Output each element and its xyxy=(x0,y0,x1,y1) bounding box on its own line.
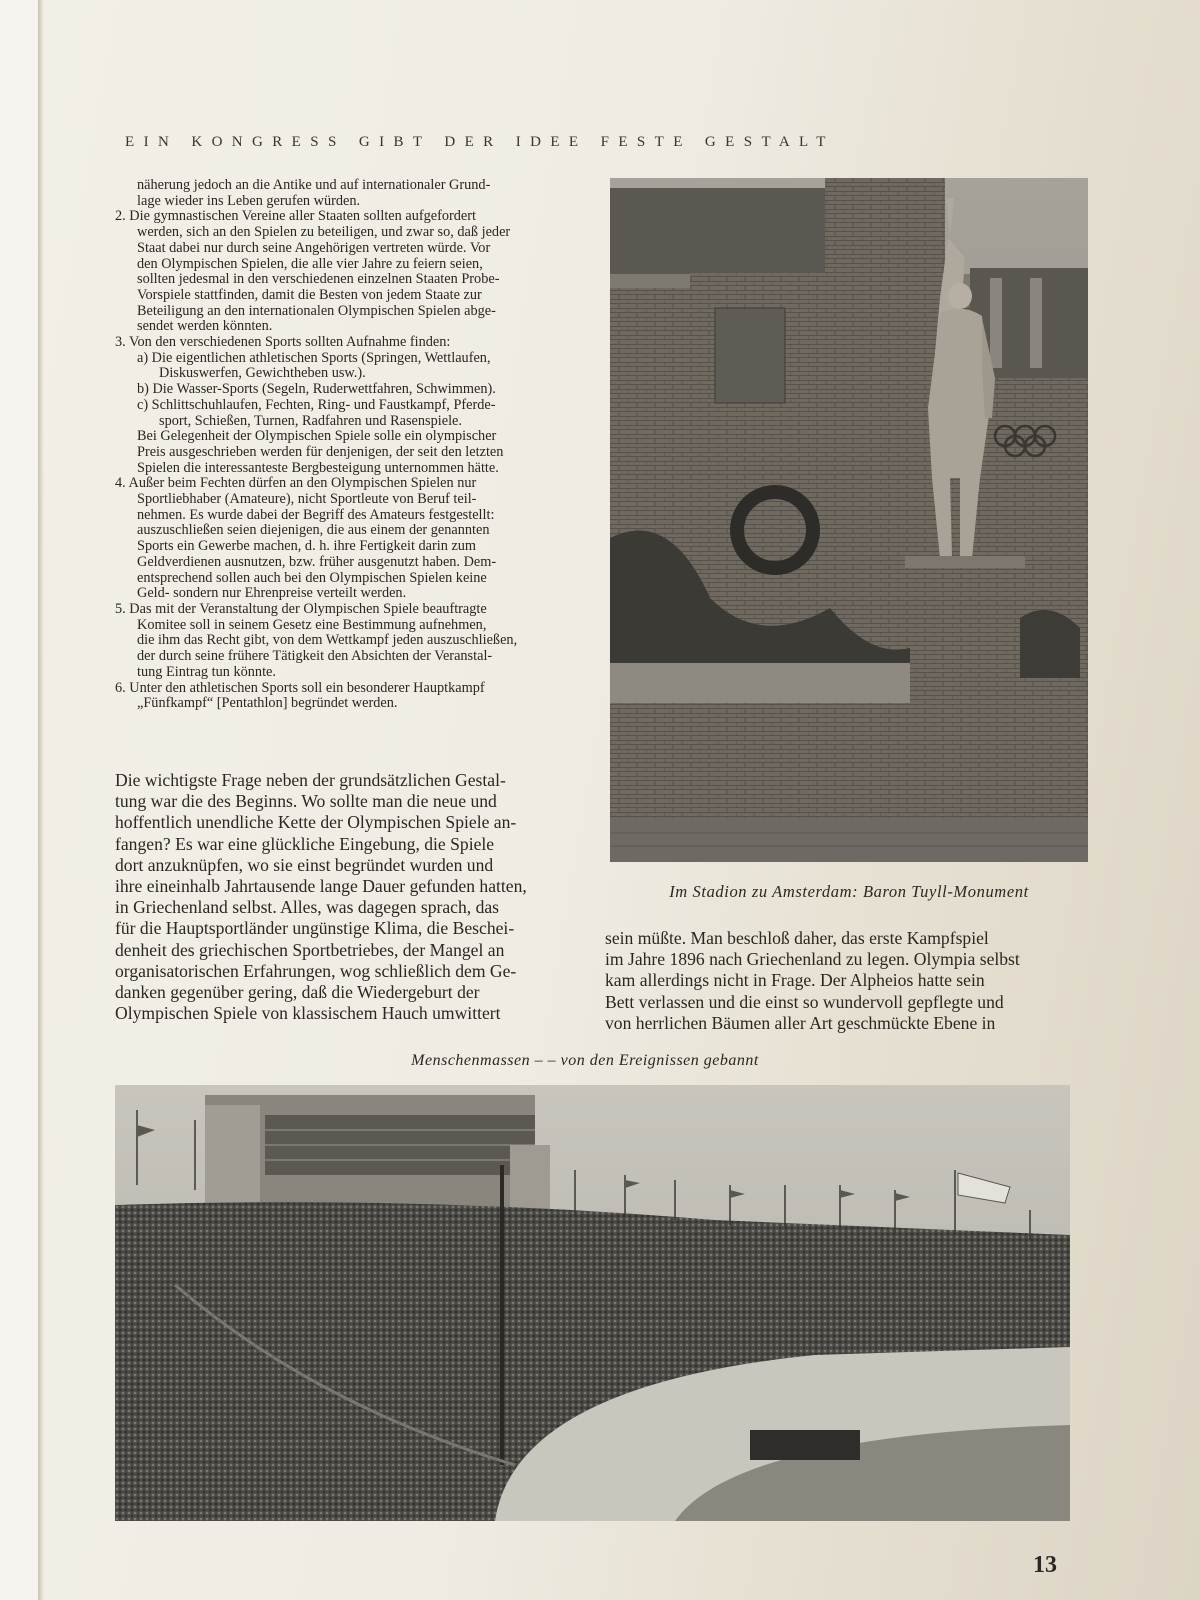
list-item-5: 5. Das mit der Veranstaltung der Olympischen Spiele beauftragte xyxy=(115,600,487,617)
body-line: tung war die des Beginns. Wo sollte man die neue und xyxy=(115,791,497,812)
list-line: Sports ein Gewerbe machen, d. h. ihre Fertigkeit darin zum xyxy=(137,538,477,555)
body-line: im Jahre 1896 nach Griechenland zu legen. Olympia selbst xyxy=(605,949,1020,970)
sub-line: Diskuswerfen, Gewichtheben usw.). xyxy=(159,365,366,382)
list-line: Staat dabei nur durch seine Angehörigen vertreten würde. Vor xyxy=(137,239,491,256)
body-line: hoffentlich unendliche Kette der Olympischen Spiele an- xyxy=(115,812,517,833)
note-line: Preis ausgeschrieben werden für denjenigen, der seit den letzten xyxy=(137,443,504,460)
sub-item-b: b) Die Wasser-Sports (Segeln, Ruderwettfahren, Schwimmen). xyxy=(137,381,496,398)
body-line: Die wichtigste Frage neben der grundsätzlichen Gestal- xyxy=(115,770,506,790)
list-line: sendet werden könnten. xyxy=(137,318,273,335)
stadium-illustration xyxy=(115,1085,1070,1521)
body-line: ihre eineinhalb Jahrtausende lange Dauer gefunden hatten, xyxy=(115,876,527,897)
body-line: für die Hauptsportländer ungünstige Klima, die Beschei- xyxy=(115,918,515,939)
body-line: organisatorischen Erfahrungen, wog schließlich dem Ge- xyxy=(115,960,517,981)
intro-line: näherung jedoch an die Antike und auf internationaler Grund- xyxy=(137,177,491,193)
body-line: Bett verlassen und die einst so wundervoll gepflegte und xyxy=(605,991,1004,1012)
list-line: Geldverdienen ausnutzen, bzw. früher ausgenutzt haben. Dem- xyxy=(137,553,497,570)
body-text-left xyxy=(115,770,585,1024)
body-line: dort anzuknüpfen, wo sie einst begründet wurden und xyxy=(115,854,494,875)
list-item-2: 2. Die gymnastischen Vereine aller Staaten sollten aufgefordert xyxy=(115,208,477,225)
list-line: Beteiligung an den internationalen Olympischen Spielen abge- xyxy=(137,302,496,319)
page-number: 13 xyxy=(1033,1552,1057,1578)
list-line: Vorspiele stattfinden, damit die Besten von jedem Staate zur xyxy=(137,286,482,303)
list-line: der durch seine frühere Tätigkeit den Absichten der Veranstal- xyxy=(137,648,493,665)
stadium-crowd-photo xyxy=(115,1085,1070,1521)
list-line: Komitee soll in seinem Gesetz eine Bestimmung aufnehmen, xyxy=(137,616,487,633)
monument-photo xyxy=(610,178,1088,862)
list-line: sollten jedesmal in den verschiedenen einzelnen Staaten Probe- xyxy=(137,271,500,288)
monument-illustration xyxy=(610,178,1088,862)
list-line: tung Eintrag tun könnte. xyxy=(137,663,276,680)
list-line: Sportliebhaber (Amateure), nicht Sportleute von Beruf teil- xyxy=(137,491,477,508)
body-line: fangen? Es war eine glückliche Eingebung, die Spiele xyxy=(115,833,495,854)
sub-line: sport, Schießen, Turnen, Radfahren und Rasenspiele. xyxy=(159,412,462,429)
note-line: Bei Gelegenheit der Olympischen Spiele solle ein olympischer xyxy=(137,428,497,445)
sub-item-a: a) Die eigentlichen athletischen Sports (Springen, Wettlaufen, xyxy=(137,349,491,366)
list-line: Geld- sondern nur Ehrenpreise verteilt werden. xyxy=(137,585,407,602)
list-line: „Fünfkampf“ [Pentathlon] begründet werden. xyxy=(137,695,398,712)
left-column xyxy=(115,178,590,712)
body-text-right xyxy=(605,928,1083,1034)
body-line: denheit des griechischen Sportbetriebes, der Mangel an xyxy=(115,939,505,960)
list-line: entsprechend sollen auch bei den Olympischen Spielen keine xyxy=(137,569,487,586)
list-line: werden, sich an den Spielen zu beteiligen, und zwar so, daß jeder xyxy=(137,224,511,241)
running-head: EIN KONGRESS GIBT DER IDEE FESTE GESTALT xyxy=(125,134,835,150)
sub-item-c: c) Schlittschuhlaufen, Fechten, Ring- und Faustkampf, Pferde- xyxy=(137,396,496,413)
list-line: den Olympischen Spielen, die alle vier Jahre zu feiern seien, xyxy=(137,255,483,272)
list-item-6: 6. Unter den athletischen Sports soll ein besonderer Hauptkampf xyxy=(115,679,485,696)
body-line: von herrlichen Bäumen aller Art geschmückte Ebene in xyxy=(605,1012,996,1033)
intro-line: lage wieder ins Leben gerufen würden. xyxy=(137,192,361,209)
body-line: danken gegenüber gering, daß die Wiedergeburt der xyxy=(115,982,480,1003)
body-line: kam allerdings nicht in Frage. Der Alpheios hatte sein xyxy=(605,970,985,991)
list-line: nehmen. Es wurde dabei der Begriff des Amateurs festgestellt: xyxy=(137,506,495,523)
list-line: auszuschließen seien diejenigen, die aus einem der genannten xyxy=(137,522,490,539)
page-edge xyxy=(0,0,38,1600)
body-line: sein müßte. Man beschloß daher, das erste Kampfspiel xyxy=(605,928,989,948)
body-line: Olympischen Spiele von klassischem Hauch umwittert xyxy=(115,1003,501,1024)
stadium-caption: Menschenmassen – – von den Ereignissen gebannt xyxy=(411,1052,759,1069)
monument-caption: Im Stadion zu Amsterdam: Baron Tuyll-Monument xyxy=(669,882,1029,901)
list-item-4: 4. Außer beim Fechten dürfen an den Olympischen Spielen nur xyxy=(115,475,477,492)
list-item-3: 3. Von den verschiedenen Sports sollten Aufnahme finden: xyxy=(115,334,451,351)
body-line: in Griechenland selbst. Alles, was dagegen sprach, das xyxy=(115,897,500,918)
list-line: die ihm das Recht gibt, von dem Wettkampf jeden auszuschließen, xyxy=(137,632,518,649)
note-line: Spielen die interessanteste Bergbesteigung unternommen hätte. xyxy=(137,459,499,476)
